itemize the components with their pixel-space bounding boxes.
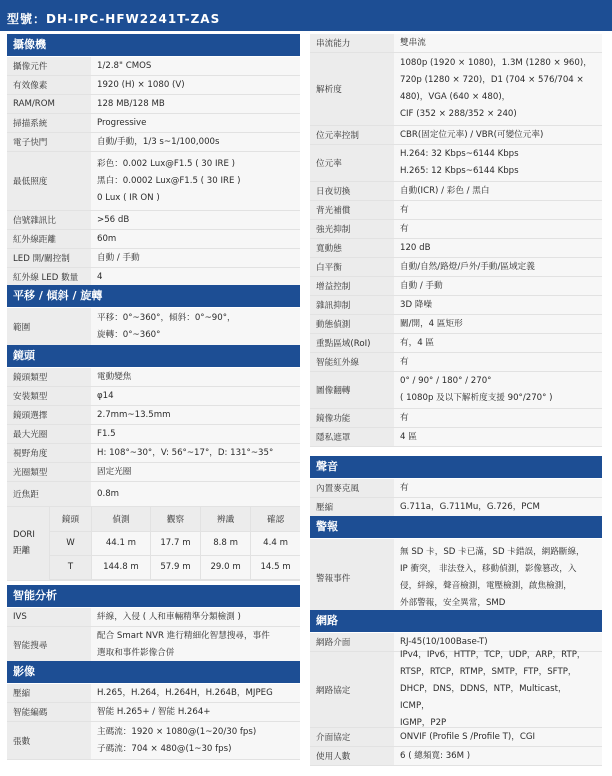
spec-value-line: F1.5 — [97, 428, 116, 439]
model-title: 型號：DH-IPC-HFW2241T-ZAS — [7, 12, 221, 26]
spec-row — [7, 463, 300, 482]
spec-value-line: 6 ( 總頻寬: 36M ) — [400, 750, 471, 761]
dori-grid — [49, 507, 300, 580]
spec-label: 最大光圈 — [7, 425, 91, 443]
spec-row — [7, 387, 300, 406]
spec-value-line: RTSP，RTCP，RTMP，SMTP，FTP，SFTP， — [400, 667, 577, 677]
spec-value-line: 外部警報，安全異常，SMD — [400, 597, 506, 608]
spec-value-line: 電動變焦 — [97, 371, 132, 382]
spec-value — [91, 444, 300, 462]
spec-label: 智能紅外線 — [310, 353, 394, 371]
spec-label: 串流能力 — [310, 34, 394, 52]
spec-value-line: 0.8m — [97, 488, 120, 499]
spec-value — [394, 334, 602, 352]
spec-row — [310, 498, 602, 517]
spec-row — [7, 114, 300, 133]
spec-label: 壓縮 — [7, 684, 91, 702]
spec-row — [310, 728, 602, 747]
spec-row — [7, 152, 300, 211]
spec-value — [394, 498, 602, 516]
spec-value — [394, 315, 602, 333]
spec-value — [91, 608, 300, 626]
section-title: 警報 — [310, 516, 602, 538]
spec-label: 強光抑制 — [310, 220, 394, 238]
spec-value — [394, 126, 602, 144]
spec-label: 增益控制 — [310, 277, 394, 295]
spec-value-line: 侵，絆線，聲音檢測，電壓檢測，啟焦檢測， — [400, 580, 572, 591]
dori-cell: 44.1 m — [92, 531, 151, 555]
spec-value-line: H: 108°~30°，V: 56°~17°，D: 131°~35° — [97, 447, 274, 458]
spec-value-line: RJ-45(10/100Base-T) — [400, 636, 488, 647]
spec-row — [7, 684, 300, 703]
spec-label: 動態偵測 — [310, 315, 394, 333]
spec-value — [394, 239, 602, 257]
spec-label: 安裝類型 — [7, 387, 91, 405]
spec-label: 壓縮 — [310, 498, 394, 516]
section-smart — [7, 585, 300, 664]
spec-label: 信號雜訊比 — [7, 211, 91, 229]
spec-value — [91, 249, 300, 267]
spec-value-line: IPv4，IPv6，HTTP，TCP，UDP，ARP，RTP， — [400, 650, 586, 660]
spec-value-line: H.264: 32 Kbps~6144 Kbps — [400, 149, 519, 159]
spec-row — [7, 57, 300, 76]
spec-value — [91, 308, 300, 345]
section-title: 網路 — [310, 610, 602, 632]
spec-value — [91, 95, 300, 113]
spec-value — [394, 201, 602, 219]
spec-row — [310, 201, 602, 220]
section-title: 智能分析 — [7, 585, 300, 607]
spec-value — [394, 258, 602, 276]
spec-row — [310, 53, 602, 126]
spec-value — [394, 353, 602, 371]
spec-label: 光圈類型 — [7, 463, 91, 481]
section-title: 聲音 — [310, 456, 602, 478]
spec-value-line: 自動/自然/路燈/戶外/手動/區域定義 — [400, 261, 535, 272]
spec-label: 視野角度 — [7, 444, 91, 462]
spec-label: 網路協定 — [310, 652, 394, 727]
spec-row — [7, 425, 300, 444]
spec-row — [7, 722, 300, 760]
spec-row — [7, 76, 300, 95]
spec-value — [91, 627, 300, 663]
spec-value-line: ( 1080p 及以下解析度支援 90°/270° ) — [400, 393, 553, 403]
spec-label: 有效像素 — [7, 76, 91, 94]
section-alarm — [310, 516, 602, 617]
spec-row — [310, 409, 602, 428]
spec-label: 寬動態 — [310, 239, 394, 257]
spec-value-line: 固定光圈 — [97, 466, 132, 477]
spec-label: 掃描系統 — [7, 114, 91, 132]
spec-row — [7, 627, 300, 664]
spec-label: 張數 — [7, 722, 91, 759]
spec-value-line: 有 — [400, 356, 409, 367]
dori-cell: 57.9 m — [150, 555, 200, 579]
spec-value — [91, 406, 300, 424]
spec-label: 近焦距 — [7, 482, 91, 506]
spec-label: 最低照度 — [7, 152, 91, 210]
section-video2 — [310, 34, 602, 447]
spec-value-line: 480)，VGA (640 × 480)， — [400, 92, 511, 102]
spec-row — [310, 145, 602, 182]
spec-row — [310, 126, 602, 145]
dori-header-cell: 鏡頭 — [50, 507, 92, 531]
spec-value — [91, 268, 300, 286]
section-title: 攝像機 — [7, 34, 300, 56]
spec-value-line: 1920 (H) × 1080 (V) — [97, 79, 185, 90]
spec-label: 紅外線 LED 數量 — [7, 268, 91, 286]
spec-label: 背光補償 — [310, 201, 394, 219]
dori-cell: 8.8 m — [201, 531, 251, 555]
spec-label: 圖像翻轉 — [310, 372, 394, 408]
dori-row — [50, 531, 301, 555]
spec-value-line: 有，4 區 — [400, 337, 434, 348]
spec-label: 白平衡 — [310, 258, 394, 276]
spec-value — [91, 387, 300, 405]
spec-value-line: IGMP，P2P — [400, 718, 447, 728]
spec-row — [7, 95, 300, 114]
spec-value-line: 絆線，入侵 ( 人和車輛精準分類檢測 ) — [97, 611, 241, 622]
dori-label-line: 距離 — [13, 546, 31, 557]
spec-value-line: G.711a，G.711Mu，G.726，PCM — [400, 501, 540, 512]
spec-value-line: 4 — [97, 271, 103, 282]
spec-value-line: 自動(ICR) / 彩色 / 黑白 — [400, 185, 490, 196]
spec-value — [394, 652, 602, 727]
dori-cell: 29.0 m — [201, 555, 251, 579]
spec-label: LED 開/關控制 — [7, 249, 91, 267]
spec-value — [394, 220, 602, 238]
dori-cell: W — [50, 531, 92, 555]
spec-value-line: 1/2.8" CMOS — [97, 60, 152, 71]
spec-value — [394, 479, 602, 497]
spec-value-line: DHCP，DNS，DDNS，NTP，Multicast，ICMP， — [400, 684, 567, 711]
spec-value — [394, 34, 602, 52]
spec-value-line: 0° / 90° / 180° / 270° — [400, 376, 492, 386]
dori-header-cell: 確認 — [251, 507, 300, 531]
spec-row — [7, 608, 300, 627]
spec-row — [7, 703, 300, 722]
spec-value — [394, 182, 602, 200]
spec-value — [91, 133, 300, 151]
spec-value-line: 有 — [400, 482, 409, 493]
dori-cell: 14.5 m — [251, 555, 300, 579]
spec-label: 電子快門 — [7, 133, 91, 151]
spec-value-line: 雙串流 — [400, 37, 426, 48]
spec-row — [310, 747, 602, 766]
spec-row — [310, 428, 602, 447]
spec-value-line: H.265，H.264，H.264H，H.264B，MJPEG — [97, 687, 273, 698]
spec-row — [7, 444, 300, 463]
spec-row — [7, 230, 300, 249]
spec-value — [91, 114, 300, 132]
section-video — [7, 661, 300, 760]
spec-row — [7, 482, 300, 507]
spec-row — [7, 406, 300, 425]
spec-value — [394, 145, 602, 181]
spec-value-line: 60m — [97, 233, 117, 244]
spec-row — [310, 479, 602, 498]
spec-value-line: H.265: 12 Kbps~6144 Kbps — [400, 166, 519, 176]
spec-value-line: 子碼流：704 × 480@(1~30 fps) — [97, 743, 232, 754]
dori-cell: 4.4 m — [251, 531, 300, 555]
section-network — [310, 610, 602, 766]
dori-header-cell: 觀察 — [150, 507, 200, 531]
section-lens — [7, 345, 300, 581]
spec-row — [310, 334, 602, 353]
spec-label: 重點區域(RoI) — [310, 334, 394, 352]
spec-value — [91, 703, 300, 721]
spec-value-line: 關/開，4 區矩形 — [400, 318, 463, 329]
spec-value-line: 2.7mm~13.5mm — [97, 409, 171, 420]
spec-value-line: 自動 / 手動 — [97, 252, 140, 263]
spec-label: IVS — [7, 608, 91, 626]
spec-value — [394, 428, 602, 446]
spec-value-line: 選取和事件影像合併 — [97, 648, 175, 658]
spec-row — [310, 34, 602, 53]
spec-label: 隱私遮罩 — [310, 428, 394, 446]
spec-label: 位元率 — [310, 145, 394, 181]
dori-header-row — [50, 507, 301, 531]
spec-row — [310, 539, 602, 617]
spec-row — [7, 368, 300, 387]
section-title: 影像 — [7, 661, 300, 683]
dori-cell: T — [50, 555, 92, 579]
spec-value — [91, 211, 300, 229]
spec-row — [7, 249, 300, 268]
spec-value — [394, 539, 602, 616]
spec-row — [310, 372, 602, 409]
spec-value-line: 0 Lux ( IR ON ) — [97, 192, 160, 203]
spec-row — [310, 220, 602, 239]
spec-label: RAM/ROM — [7, 95, 91, 113]
spec-row — [310, 315, 602, 334]
spec-row — [310, 353, 602, 372]
spec-value-line: ONVIF (Profile S /Profile T)，CGI — [400, 731, 536, 742]
spec-value-line: 彩色：0.002 Lux@F1.5 ( 30 IRE ) — [97, 158, 235, 169]
spec-value — [91, 76, 300, 94]
spec-value-line: 3D 降噪 — [400, 299, 433, 310]
spec-label: 智能編碼 — [7, 703, 91, 721]
spec-value — [394, 296, 602, 314]
spec-value-line: 自動 / 手動 — [400, 280, 443, 291]
spec-value — [394, 409, 602, 427]
dori-header-cell: 辨識 — [201, 507, 251, 531]
spec-value — [394, 53, 602, 125]
spec-value — [394, 728, 602, 746]
spec-label: 鏡頭選擇 — [7, 406, 91, 424]
spec-value — [91, 368, 300, 386]
spec-row — [7, 308, 300, 346]
spec-label: 鏡像功能 — [310, 409, 394, 427]
spec-row — [310, 258, 602, 277]
section-audio — [310, 456, 602, 517]
model-header — [0, 0, 612, 34]
spec-label: 智能搜尋 — [7, 627, 91, 663]
spec-label: 日夜切換 — [310, 182, 394, 200]
dori-label-line: DORI — [13, 530, 35, 541]
spec-value-line: >56 dB — [97, 214, 130, 225]
spec-value — [91, 684, 300, 702]
spec-value — [91, 482, 300, 506]
spec-value-line: CIF (352 × 288/352 × 240) — [400, 109, 517, 119]
spec-value — [91, 152, 300, 210]
spec-label: 攝像元件 — [7, 57, 91, 75]
dori-cell: 144.8 m — [92, 555, 151, 579]
spec-label: 範圍 — [7, 308, 91, 345]
spec-label: 鏡頭類型 — [7, 368, 91, 386]
section-title: 平移 / 傾斜 / 旋轉 — [7, 285, 300, 307]
spec-value-line: 旋轉：0°~360° — [97, 329, 161, 340]
spec-label: 紅外線距離 — [7, 230, 91, 248]
spec-value — [91, 722, 300, 759]
spec-label: 介面協定 — [310, 728, 394, 746]
spec-value-line: Progressive — [97, 117, 147, 128]
spec-value-line: φ14 — [97, 390, 114, 401]
spec-value-line: 有 — [400, 204, 409, 215]
spec-value — [91, 425, 300, 443]
spec-label: 解析度 — [310, 53, 394, 125]
spec-value-line: 1080p (1920 × 1080)，1.3M (1280 × 960)， — [400, 58, 592, 68]
spec-value-line: 有 — [400, 412, 409, 423]
spec-value-line: IP 衝突， 非法登入，移動偵測，影像篡改，入 — [400, 563, 577, 574]
spec-row — [7, 211, 300, 230]
spec-label: 內置麥克風 — [310, 479, 394, 497]
spec-label: 雜訊抑制 — [310, 296, 394, 314]
spec-value-line: 4 區 — [400, 431, 417, 442]
spec-value-line: 無 SD 卡，SD 卡已滿，SD 卡錯誤，網路斷線， — [400, 546, 585, 557]
spec-row — [310, 652, 602, 728]
section-pan — [7, 285, 300, 346]
spec-label: 警報事件 — [310, 539, 394, 616]
spec-value-line: 128 MB/128 MB — [97, 98, 165, 109]
spec-row — [310, 296, 602, 315]
spec-value — [91, 230, 300, 248]
section-camera — [7, 34, 300, 287]
spec-value — [394, 277, 602, 295]
spec-row — [7, 133, 300, 152]
spec-label: 使用人數 — [310, 747, 394, 765]
spec-label: 網路介面 — [310, 633, 394, 651]
dori-header-cell: 偵測 — [92, 507, 151, 531]
spec-value-line: 平移：0°~360°，傾斜：0°~90°， — [97, 312, 236, 323]
spec-value-line: 智能 H.265+ / 智能 H.264+ — [97, 706, 211, 717]
spec-value-line: 720p (1280 × 720)，D1 (704 × 576/704 × — [400, 75, 584, 85]
dori-table — [7, 507, 300, 581]
spec-value-line: CBR(固定位元率) / VBR(可變位元率) — [400, 129, 544, 140]
dori-row — [50, 555, 301, 579]
spec-value-line: 120 dB — [400, 242, 431, 253]
dori-label — [7, 507, 49, 580]
spec-label: 位元率控制 — [310, 126, 394, 144]
spec-value-line: 配合 Smart NVR 進行精細化智慧搜尋，事件 — [97, 631, 270, 641]
spec-value — [91, 463, 300, 481]
spec-row — [310, 239, 602, 258]
dori-cell: 17.7 m — [150, 531, 200, 555]
spec-value-line: 主碼流：1920 × 1080@(1~20/30 fps) — [97, 726, 257, 737]
spec-value — [91, 57, 300, 75]
spec-value-line: 黑白：0.0002 Lux@F1.5 ( 30 IRE ) — [97, 175, 241, 186]
spec-value — [394, 747, 602, 765]
spec-value-line: 有 — [400, 223, 409, 234]
section-title: 鏡頭 — [7, 345, 300, 367]
spec-value-line: 自動/手動，1/3 s~1/100,000s — [97, 136, 220, 147]
spec-value — [394, 372, 602, 408]
spec-row — [310, 182, 602, 201]
spec-row — [310, 277, 602, 296]
